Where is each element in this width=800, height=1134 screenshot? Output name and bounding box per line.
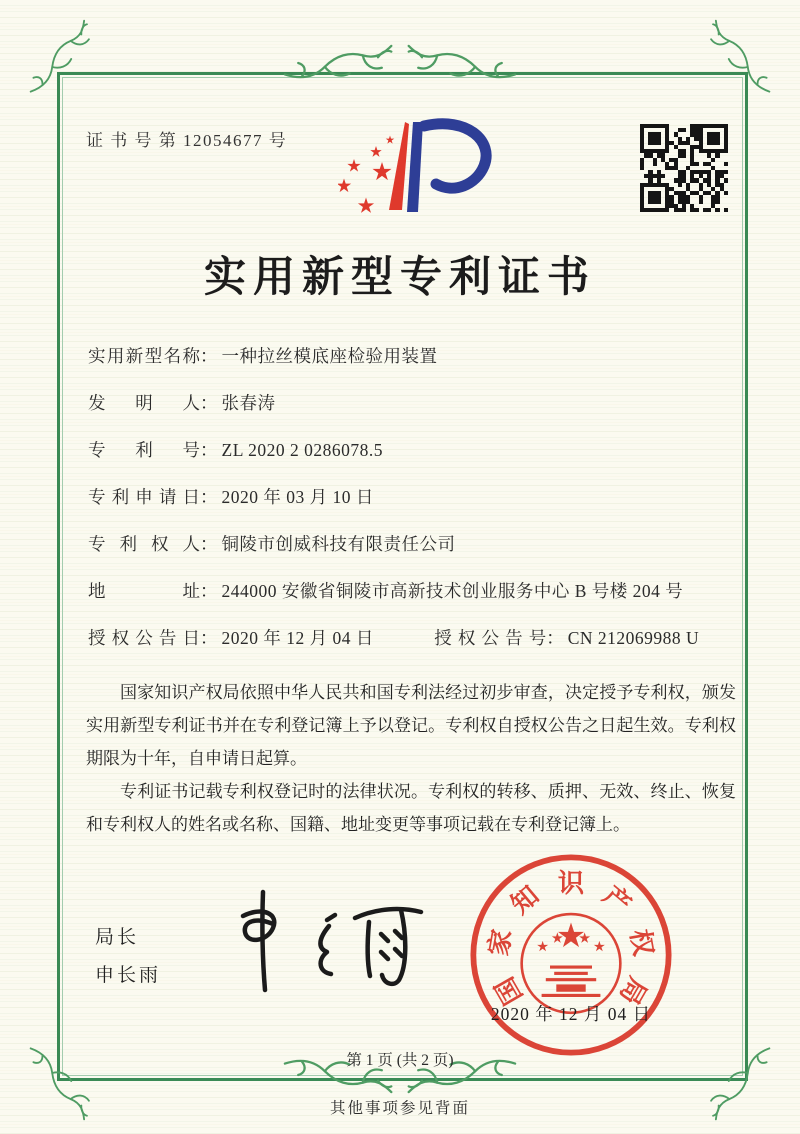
field-label: 发明人: [88, 393, 200, 413]
grant-number: CN 212069988 U: [567, 628, 700, 648]
cnipa-logo-icon: [338, 114, 510, 218]
field-label: 专利权人: [88, 534, 200, 554]
patent-number: ZL 2020 2 0286078.5: [221, 440, 383, 460]
national-emblem-icon: [522, 914, 621, 1013]
field-label: 地址: [88, 581, 200, 601]
field-row: [88, 389, 738, 436]
field-label: 实用新型名称: [88, 346, 200, 366]
patentee-name: 铜陵市创威科技有限责任公司: [221, 534, 456, 554]
grant-date: 2020 年 12 月 04 日: [221, 628, 374, 648]
field-list: [88, 342, 738, 671]
grant-row: [88, 624, 738, 671]
field-label: 专利申请日: [88, 487, 200, 507]
field-colon: ：: [200, 487, 218, 507]
seal-char: 局: [613, 972, 653, 1010]
flourish-ornament-icon: [283, 42, 397, 84]
inventor-name: 张春涛: [221, 393, 276, 413]
field-label: 授权公告号: [434, 628, 547, 648]
seal-date: 2020 年 12 月 04 日: [490, 1004, 652, 1024]
commissioner-name: 申长雨: [95, 965, 162, 986]
certificate-number: 证 书 号 第 12054677 号: [86, 131, 288, 150]
flourish-ornament-icon: [403, 42, 517, 84]
field-label: 专利号: [88, 440, 200, 460]
field-colon: ：: [200, 534, 218, 554]
legal-paragraph-1: 国家知识产权局依照中华人民共和国专利法经过初步审查，决定授予专利权，颁发实用新型专利证书并在专利登记簿上予以登记。专利权自授权公告之日起生效。专利权期限为十年，自申请日起算。: [86, 683, 736, 768]
field-colon: ：: [200, 440, 218, 460]
field-colon: ：: [200, 346, 218, 366]
certificate-title: 实用新型专利证书: [203, 255, 596, 301]
back-side-note: 其他事项参见背面: [329, 1100, 470, 1117]
seal-char: 识: [557, 869, 585, 898]
legal-paragraph-2: 专利证书记载专利权登记时的法律状况。专利权的转移、质押、无效、终止、恢复和专利权人的姓名或名称、国籍、地址变更等事项记载在专利登记簿上。: [86, 782, 736, 834]
field-colon: ：: [546, 628, 564, 648]
field-row: [88, 530, 738, 577]
field-row: [88, 436, 738, 483]
page-number: 第 1 页 (共 2 页): [346, 1052, 454, 1069]
field-colon: ：: [200, 581, 218, 601]
handwritten-signature: [205, 886, 443, 998]
field-colon: ：: [200, 393, 218, 413]
field-label: 授权公告日: [88, 628, 200, 648]
seal-char: 知: [505, 880, 545, 920]
commissioner-title: 局长: [95, 927, 140, 948]
field-colon: ：: [200, 628, 218, 648]
utility-model-name: 一种拉丝模底座检验用装置: [221, 346, 438, 366]
seal-char: 权: [624, 927, 658, 959]
cnipa-official-seal: [466, 850, 676, 1060]
filing-date: 2020 年 03 月 10 日: [221, 487, 374, 507]
seal-char: 产: [597, 880, 637, 920]
field-row: [88, 483, 738, 530]
field-row: [88, 342, 738, 389]
patentee-address: 244000 安徽省铜陵市高新技术创业服务中心 B 号楼 204 号: [221, 581, 684, 601]
qr-code: [640, 124, 728, 212]
seal-char: 国: [489, 972, 529, 1010]
legal-text: [86, 676, 736, 841]
seal-char: 家: [484, 927, 518, 959]
field-row: [88, 577, 738, 624]
